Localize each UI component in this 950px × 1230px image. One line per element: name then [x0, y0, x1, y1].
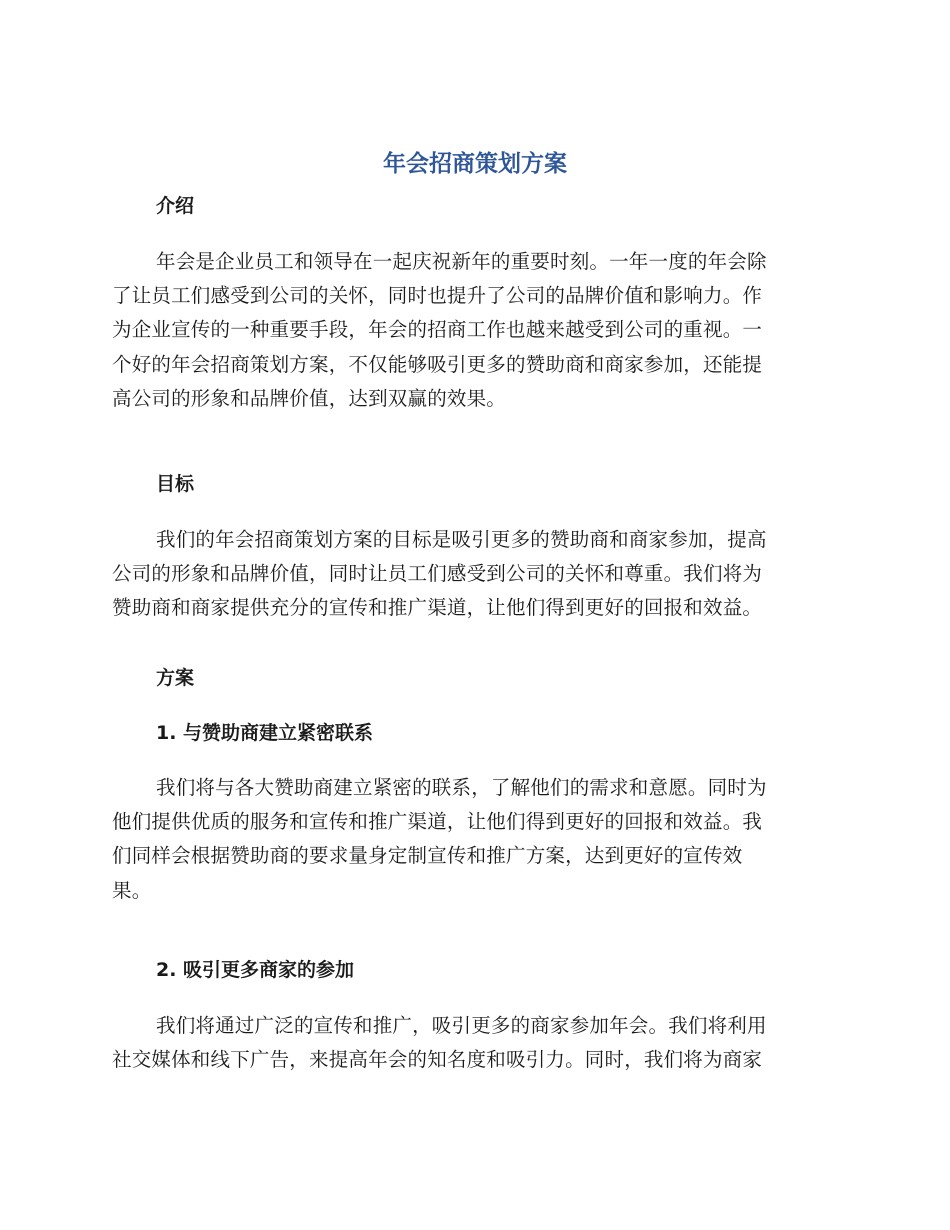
paragraph-goal [112, 523, 832, 626]
page-title: 年会招商策划方案 [383, 151, 567, 177]
paragraph-line: 为企业宣传的一种重要手段，年会的招商工作也越来越受到公司的重视。一 [112, 318, 763, 342]
paragraph-sponsors [112, 771, 832, 908]
paragraph-line: 他们提供优质的服务和宣传和推广渠道，让他们得到更好的回报和效益。我 [112, 810, 763, 834]
paragraph-line: 赞助商和商家提供充分的宣传和推广渠道，让他们得到更好的回报和效益。 [112, 596, 763, 620]
paragraph-line: 了让员工们感受到公司的关怀，同时也提升了公司的品牌价值和影响力。作 [112, 284, 763, 308]
paragraph-line: 公司的形象和品牌价值，同时让员工们感受到公司的关怀和尊重。我们将为 [112, 562, 763, 586]
subheading-merchants: 2. 吸引更多商家的参加 [156, 959, 355, 981]
paragraph-line: 社交媒体和线下广告，来提高年会的知名度和吸引力。同时，我们将为商家 [112, 1048, 763, 1072]
subheading-sponsors: 1. 与赞助商建立紧密联系 [156, 722, 374, 744]
heading-intro: 介绍 [156, 195, 195, 217]
paragraph-line: 年会是企业员工和领导在一起庆祝新年的重要时刻。一年一度的年会除 [156, 250, 767, 273]
paragraph-line: 我们的年会招商策划方案的目标是吸引更多的赞助商和商家参加，提高 [156, 528, 767, 551]
paragraph-line: 们同样会根据赞助商的要求量身定制宣传和推广方案，达到更好的宣传效 [112, 844, 743, 868]
paragraph-line: 我们将通过广泛的宣传和推广，吸引更多的商家参加年会。我们将利用 [156, 1014, 767, 1037]
paragraph-merchants [112, 1009, 832, 1077]
paragraph-line: 果。 [112, 878, 152, 902]
paragraph-line: 个好的年会招商策划方案，不仅能够吸引更多的赞助商和商家参加，还能提 [112, 352, 763, 376]
paragraph-line: 我们将与各大赞助商建立紧密的联系，了解他们的需求和意愿。同时为 [156, 776, 767, 799]
heading-plan: 方案 [156, 667, 195, 689]
paragraph-intro [112, 245, 832, 416]
paragraph-line: 高公司的形象和品牌价值，达到双赢的效果。 [112, 386, 507, 410]
heading-goal: 目标 [156, 473, 195, 495]
